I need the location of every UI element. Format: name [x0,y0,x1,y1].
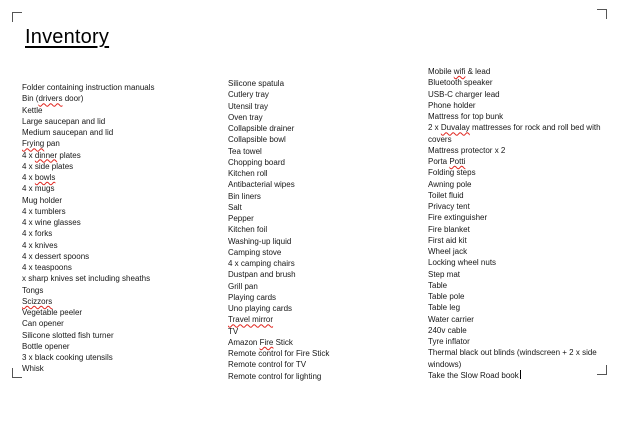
inventory-line[interactable] [22,330,222,341]
text-segment[interactable]: Collapsible bowl [228,135,286,145]
inventory-line[interactable] [228,236,420,247]
inventory-line[interactable] [22,363,222,374]
inventory-line[interactable] [228,359,420,370]
text-segment[interactable]: Antibacterial wipes [228,180,295,190]
inventory-line[interactable] [228,157,420,168]
inventory-line[interactable] [228,314,420,325]
text-segment[interactable]: 2 x [428,123,441,133]
inventory-line[interactable] [228,371,420,382]
inventory-line[interactable] [22,273,222,284]
misspelled-word[interactable]: Duvalay [440,123,470,133]
text-segment[interactable]: Stick [273,337,293,347]
inventory-line[interactable] [428,111,608,122]
inventory-line[interactable] [428,89,608,100]
inventory-line[interactable] [228,247,420,258]
crop-mark-top-right [597,9,607,19]
inventory-line[interactable] [22,93,222,104]
text-segment[interactable]: 4 x side plates [22,161,74,171]
inventory-column-2[interactable] [228,78,420,382]
text-segment[interactable]: 4 x wine glasses [22,218,81,227]
text-segment[interactable]: 4 x dessert spoons [22,251,90,261]
text-segment[interactable]: Medium saucepan and lid [22,128,114,137]
inventory-line[interactable] [228,269,420,280]
inventory-line[interactable] [22,341,222,352]
text-segment[interactable]: 4 x forks [22,229,53,239]
inventory-line[interactable] [228,337,420,348]
inventory-line[interactable] [428,122,608,145]
text-segment[interactable]: Wheel jack [428,247,468,256]
text-segment[interactable]: 4 x teaspoons [22,263,72,272]
inventory-line[interactable] [428,314,608,325]
text-segment[interactable]: Kitchen roll [228,169,268,178]
inventory-line[interactable] [228,326,420,337]
text-segment[interactable]: Fire extinguisher [428,213,488,223]
inventory-line[interactable] [22,285,222,296]
text-segment[interactable]: Awning pole [428,179,472,189]
text-segment[interactable]: Silicone spatula [228,79,285,88]
inventory-line[interactable] [22,183,222,194]
text-segment[interactable]: Dustpan and brush [228,270,296,280]
text-segment[interactable]: Chopping board [228,157,285,167]
inventory-line[interactable] [428,347,608,370]
text-segment[interactable]: Fire blanket [428,224,470,234]
inventory-line[interactable] [22,251,222,262]
inventory-line[interactable] [22,228,222,239]
text-segment[interactable]: Phone holder [428,100,476,110]
text-segment[interactable]: Water carrier [428,314,474,324]
inventory-line[interactable] [22,161,222,172]
text-segment[interactable]: & lead [465,67,491,76]
text-segment[interactable]: Vegetable peeler [22,308,83,317]
text-segment[interactable]: Step mat [428,269,461,279]
inventory-line[interactable] [428,167,608,178]
text-segment[interactable]: Whisk [22,364,44,374]
inventory-line[interactable] [228,134,420,145]
text-segment[interactable]: Kitchen foil [228,225,268,235]
inventory-line[interactable] [22,206,222,217]
text-segment[interactable]: 4 x [22,173,35,182]
text-segment[interactable]: Privacy tent [428,202,470,211]
inventory-line[interactable] [228,292,420,303]
text-segment[interactable]: Silicone slotted fish turner [22,330,114,340]
text-segment[interactable]: Tyre inflator [428,337,470,346]
inventory-line[interactable] [428,66,608,77]
inventory-line[interactable] [228,89,420,100]
text-segment[interactable]: Take the Slow Road book [428,370,519,380]
inventory-line[interactable] [22,352,222,363]
inventory-line[interactable] [228,146,420,157]
inventory-line[interactable] [22,138,222,149]
text-segment[interactable]: Camping stove [228,247,282,257]
inventory-line[interactable] [428,257,608,268]
misspelled-word[interactable]: bowls [34,173,56,182]
inventory-line[interactable] [428,269,608,280]
inventory-line[interactable] [228,112,420,123]
misspelled-word[interactable]: wifi [453,67,466,76]
inventory-line[interactable] [22,240,222,251]
misspelled-word[interactable]: drivers [38,94,63,104]
text-segment[interactable]: x sharp knives set including sheaths [22,274,151,284]
text-segment[interactable]: 240v cable [428,325,467,335]
text-segment[interactable]: TV [228,326,239,336]
misspelled-word[interactable]: Scizzors [22,296,53,306]
misspelled-word[interactable]: Fire [259,337,274,347]
inventory-line[interactable] [428,212,608,223]
inventory-line[interactable] [22,217,222,228]
text-segment[interactable]: Tongs [22,285,44,295]
text-caret [520,370,521,379]
text-segment[interactable]: Bluetooth speaker [428,78,493,88]
text-segment[interactable]: Table leg [428,303,461,313]
inventory-line[interactable] [428,336,608,347]
text-segment[interactable]: 4 x tumblers [22,206,66,216]
text-segment[interactable]: Remote control for Fire Stick [228,349,330,358]
inventory-line[interactable] [228,348,420,359]
inventory-line[interactable] [228,303,420,314]
inventory-line[interactable] [428,145,608,156]
inventory-line[interactable] [428,190,608,201]
inventory-line[interactable] [428,77,608,88]
inventory-line[interactable] [228,213,420,224]
inventory-line[interactable] [428,224,608,235]
inventory-line[interactable] [22,82,222,93]
text-segment[interactable]: Kettle [22,105,43,115]
text-segment[interactable]: plates [57,150,81,160]
text-segment[interactable]: Collapsible drainer [228,124,295,133]
text-segment[interactable]: Table pole [428,292,465,301]
text-segment[interactable]: Remote control for TV [228,360,307,370]
text-segment[interactable]: 3 x black cooking utensils [22,353,113,362]
misspelled-word[interactable]: Frying [22,139,45,149]
inventory-column-1[interactable] [22,82,222,375]
text-segment[interactable]: Tea towel [228,146,262,156]
inventory-line[interactable] [228,191,420,202]
text-segment[interactable]: Amazon [228,337,260,347]
inventory-line[interactable] [22,127,222,138]
text-segment[interactable]: pan [44,139,60,149]
text-segment[interactable]: mattresses for rock and roll bed with covers [428,123,601,144]
text-segment[interactable]: Mobile [428,67,454,76]
inventory-line[interactable] [428,156,608,167]
text-segment[interactable]: Thermal black out blinds (windscreen + 2 x side windows) [428,348,597,369]
misspelled-word[interactable]: Travel mirror [228,315,274,325]
inventory-line[interactable] [428,280,608,291]
inventory-line[interactable] [22,262,222,273]
inventory-line[interactable] [428,246,608,257]
page-title[interactable]: Inventory [25,26,110,48]
text-segment[interactable]: Oven tray [228,112,263,122]
inventory-line[interactable] [428,235,608,246]
crop-mark-top-left [12,12,22,22]
inventory-line[interactable] [428,291,608,302]
text-segment[interactable]: Salt [228,202,242,212]
text-segment[interactable]: Bin liners [228,191,261,201]
inventory-line[interactable] [228,179,420,190]
text-segment[interactable]: Grill pan [228,281,258,291]
inventory-line[interactable] [428,302,608,313]
text-segment[interactable]: Utensil tray [228,101,269,111]
inventory-line[interactable] [228,281,420,292]
text-segment[interactable]: 4 x [22,150,35,160]
text-segment[interactable]: 4 x camping chairs [228,259,295,268]
text-segment[interactable]: Porta [428,157,450,166]
inventory-line[interactable] [22,296,222,307]
inventory-line[interactable] [428,201,608,212]
text-segment[interactable]: Large saucepan and lid [22,116,106,126]
text-segment[interactable]: Cutlery tray [228,90,269,100]
text-segment[interactable]: Mug holder [22,195,63,205]
inventory-line[interactable] [428,370,608,381]
inventory-line[interactable] [228,123,420,134]
inventory-line[interactable] [22,195,222,206]
text-segment[interactable]: Can opener [22,319,64,329]
text-segment[interactable]: Bottle opener [22,341,70,351]
text-segment[interactable]: Bin ( [22,94,39,104]
text-segment[interactable]: Remote control for lighting [228,371,322,381]
text-segment[interactable]: door) [62,94,84,104]
inventory-line[interactable] [228,168,420,179]
text-segment[interactable]: USB-C charger lead [428,89,500,99]
inventory-line[interactable] [22,116,222,127]
text-segment[interactable]: 4 x mugs [22,184,55,194]
text-segment[interactable]: Pepper [228,214,254,223]
text-segment[interactable]: First aid kit [428,235,467,245]
inventory-line[interactable] [228,101,420,112]
inventory-line[interactable] [22,105,222,116]
inventory-line[interactable] [22,150,222,161]
inventory-line[interactable] [228,202,420,213]
text-segment[interactable]: Locking wheel nuts [428,258,497,268]
inventory-line[interactable] [228,78,420,89]
text-segment[interactable]: Table [428,280,448,290]
inventory-line[interactable] [228,258,420,269]
crop-mark-bottom-left [12,368,22,378]
text-segment[interactable]: Uno playing cards [228,304,293,313]
text-segment[interactable]: Mattress for top bunk [428,112,504,121]
text-segment[interactable]: Toilet fluid [428,190,464,200]
text-segment[interactable]: Washing-up liquid [228,236,292,246]
text-segment[interactable]: Mattress protector x 2 [428,145,506,155]
text-segment[interactable]: 4 x knives [22,240,58,250]
inventory-line[interactable] [428,179,608,190]
inventory-line[interactable] [22,172,222,183]
inventory-line[interactable] [22,307,222,318]
inventory-line[interactable] [228,224,420,235]
misspelled-word[interactable]: Potti [449,157,466,166]
text-segment[interactable]: Folder containing instruction manuals [22,83,155,92]
inventory-column-3[interactable] [428,66,608,381]
inventory-line[interactable] [428,100,608,111]
inventory-line[interactable] [428,325,608,336]
inventory-line[interactable] [22,318,222,329]
text-segment[interactable]: Folding steps [428,168,476,178]
text-segment[interactable]: Playing cards [228,292,277,302]
misspelled-word[interactable]: dinner [34,150,58,160]
